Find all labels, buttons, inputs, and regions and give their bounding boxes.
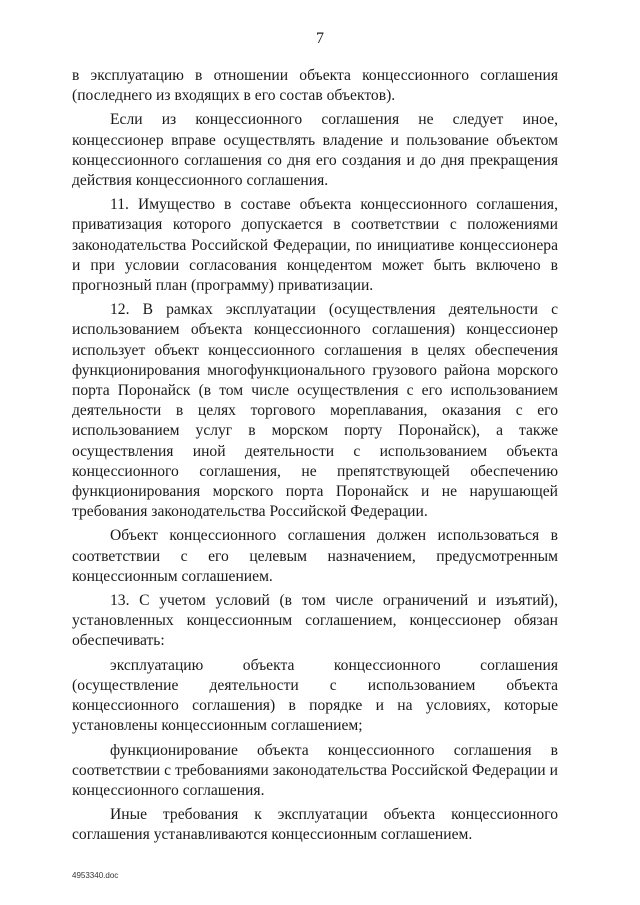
- document-body: [72, 66, 558, 846]
- page-number: 7: [316, 30, 324, 47]
- paragraph: функционирование объекта концессионного соглашения в соответствии с требованиями законодательства Российской Федерации и концессионного соглашения.: [72, 741, 558, 799]
- paragraph: Иные требования к эксплуатации объекта концессионного соглашения устанавливаются концессионным соглашением.: [72, 806, 558, 844]
- paragraph: 13. С учетом условий (в том числе ограничений и изъятий), установленных концессионным соглашением, концессионер обязан обеспечивать:: [72, 592, 558, 650]
- paragraph: 11. Имущество в составе объекта концессионного соглашения, приватизация которого допускается в соответствии с положениями законодательства Российской Федерации, по инициативе концессионера и при условии согласования концедентом может быть включено в прогнозный план (программу) приватизации.: [72, 196, 558, 295]
- paragraph: Если из концессионного соглашения не следует иное, концессионер вправе осуществлять владение и пользование объектом концессионного соглашения со дня его создания и до дня прекращения действия концессионного соглашения.: [72, 111, 558, 190]
- file-name-footer: 4953340.doc: [72, 871, 119, 880]
- paragraph: Объект концессионного соглашения должен использоваться в соответствии с его целевым назначением, предусмотренным концессионным соглашением.: [72, 527, 558, 585]
- paragraph: 12. В рамках эксплуатации (осуществления деятельности с использованием объекта концессионного соглашения) концессионер использует объект концессионного соглашения в целях обеспечения функционирования многофункционального грузового района морского порта Поронайск (в том числе осуществления с его использованием деятельности в целях торгового мореплавания, оказания с его использованием услуг в морском порту Поронайск), а также осуществления иной деятельности с использованием объекта концессионного соглашения, не препятствующей обеспечению функционирования морского порта Поронайск и не нарушающей требования законодательства Российской Федерации.: [72, 301, 558, 521]
- paragraph: эксплуатацию объекта концессионного соглашения (осуществление деятельности с использованием объекта концессионного соглашения) в порядке и на условиях, которые установлены концессионным соглашением;: [72, 656, 558, 735]
- paragraph: в эксплуатацию в отношении объекта концессионного соглашения (последнего из входящих в его состав объектов).: [72, 67, 558, 105]
